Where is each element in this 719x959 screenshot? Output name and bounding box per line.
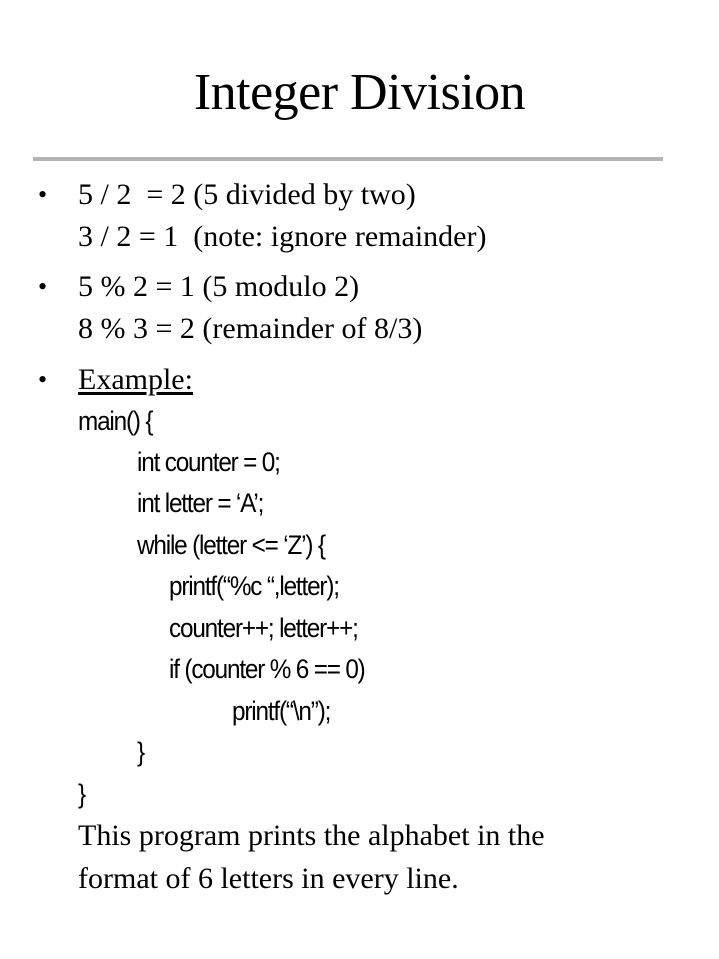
code-line: printf(“\n”); — [232, 696, 331, 726]
code-line: while (letter <= ‘Z’) { — [137, 530, 325, 560]
code-line: printf(“%c “,letter); — [169, 571, 339, 601]
description-line-2: format of 6 letters in every line. — [78, 862, 459, 895]
code-line: int letter = ‘A’; — [137, 488, 264, 518]
bullet-icon: • — [38, 180, 48, 209]
bullet-icon: • — [38, 365, 48, 394]
bullet-1-line-1: 5 / 2 = 2 (5 divided by two) — [78, 178, 416, 211]
description-line-1: This program prints the alphabet in the — [78, 819, 545, 852]
example-heading: Example: — [78, 363, 193, 396]
slide-title: Integer Division — [193, 64, 526, 121]
code-line: } — [137, 737, 144, 767]
code-line: counter++; letter++; — [169, 613, 358, 643]
bullet-2-line-2: 8 % 3 = 2 (remainder of 8/3) — [78, 312, 423, 345]
bullet-1-line-2: 3 / 2 = 1 (note: ignore remainder) — [78, 220, 487, 253]
code-line: int counter = 0; — [137, 447, 280, 477]
code-line: } — [78, 779, 85, 809]
bullet-2-line-1: 5 % 2 = 1 (5 modulo 2) — [78, 270, 360, 303]
bullet-icon: • — [38, 272, 48, 301]
code-line: main() { — [78, 406, 153, 436]
code-line: if (counter % 6 == 0) — [169, 654, 365, 684]
title-divider — [33, 157, 663, 161]
